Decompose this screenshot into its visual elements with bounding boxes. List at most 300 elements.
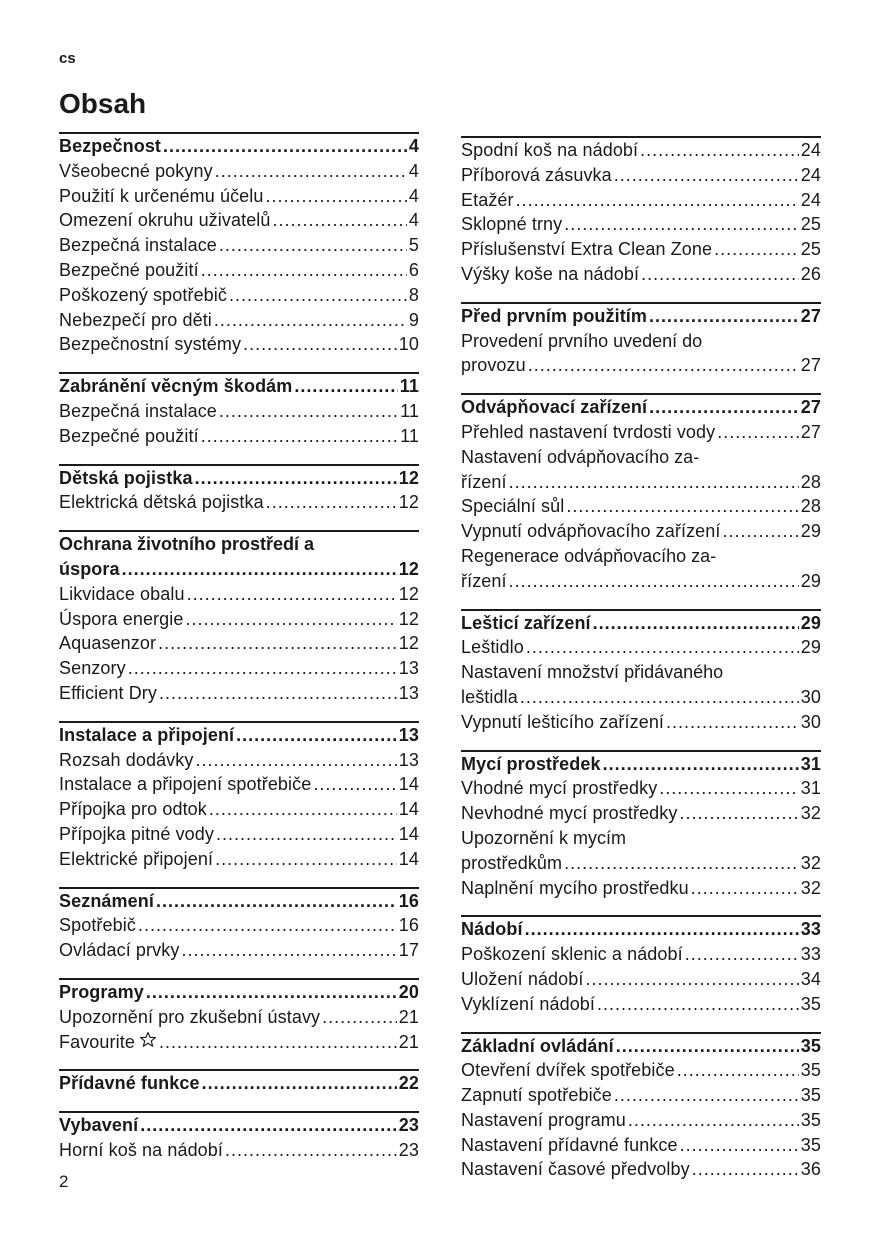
toc-entry-label: leštidla <box>461 686 518 707</box>
toc-section <box>461 136 821 287</box>
leader-dots <box>717 420 799 445</box>
toc-section <box>461 915 821 1016</box>
toc-entry[interactable] <box>59 797 419 822</box>
toc-section <box>59 978 419 1054</box>
toc-entry-label: Etažér <box>461 189 514 210</box>
leader-dots <box>649 304 799 329</box>
toc-section <box>59 132 419 357</box>
toc-entry[interactable] <box>59 208 419 233</box>
toc-page-number: 27 <box>800 421 821 442</box>
toc-entry[interactable] <box>461 992 821 1017</box>
toc-entry[interactable] <box>461 635 821 660</box>
toc-entry-label: Senzory <box>59 658 126 679</box>
toc-heading[interactable] <box>461 395 821 420</box>
toc-page-number: 32 <box>800 877 821 898</box>
toc-entry[interactable] <box>461 710 821 735</box>
toc-entry-label: Úspora energie <box>59 608 184 629</box>
leader-dots <box>597 992 799 1017</box>
toc-page-number: 29 <box>800 570 821 591</box>
toc-entry[interactable] <box>461 685 821 710</box>
leader-dots <box>216 822 397 847</box>
toc-page-number: 28 <box>800 471 821 492</box>
toc-section <box>59 1069 419 1096</box>
toc-page-number: 16 <box>398 890 419 911</box>
leader-dots <box>215 159 407 184</box>
leader-dots <box>209 797 397 822</box>
toc-entry[interactable] <box>59 631 419 656</box>
toc-entry-label: Instalace a připojení spotřebiče <box>59 774 312 795</box>
toc-page-number: 35 <box>800 1085 821 1106</box>
leader-dots <box>685 942 799 967</box>
toc-heading[interactable] <box>59 1113 419 1138</box>
toc-entry[interactable] <box>59 490 419 515</box>
leader-dots <box>215 847 397 872</box>
toc-section <box>59 464 419 516</box>
toc-heading-label: Dětská pojistka <box>59 467 193 488</box>
leader-dots <box>640 138 799 163</box>
leader-dots <box>520 685 799 710</box>
leader-dots <box>691 876 799 901</box>
toc-page-number: 35 <box>800 1134 821 1155</box>
toc-heading-label: Před prvním použitím <box>461 305 648 326</box>
toc-heading[interactable] <box>59 723 419 748</box>
leader-dots <box>666 710 799 735</box>
language-code: cs <box>59 50 76 67</box>
toc-page-number: 21 <box>398 1031 419 1052</box>
toc-page-number: 12 <box>398 608 419 629</box>
toc-entry[interactable] <box>59 1030 419 1055</box>
toc-page-number: 4 <box>408 160 419 181</box>
leader-dots <box>509 569 799 594</box>
toc-entry[interactable] <box>461 420 821 445</box>
leader-dots <box>266 490 397 515</box>
leader-dots <box>509 470 799 495</box>
leader-dots <box>225 1138 397 1163</box>
toc-heading[interactable] <box>59 980 419 1005</box>
toc-heading[interactable] <box>461 1034 821 1059</box>
toc-entry-label: Zapnutí spotřebiče <box>461 1085 612 1106</box>
toc-entry-label: Favourite <box>59 1031 135 1052</box>
toc-entry-line: Provedení prvního uvedení do <box>461 330 703 351</box>
toc-entry-label: Přípojka pro odtok <box>59 799 207 820</box>
toc-entry-label: Příslušenství Extra Clean Zone <box>461 239 713 260</box>
leader-dots <box>714 237 799 262</box>
toc-entry-line: Nastavení odvápňovacího za- <box>461 446 700 467</box>
toc-heading-label: úspora <box>59 558 120 579</box>
toc-entry-label: Nastavení programu <box>461 1109 626 1130</box>
leader-dots <box>158 631 397 656</box>
toc-heading-label: Zabránění věcným škodám <box>59 376 293 397</box>
leader-dots <box>201 424 398 449</box>
toc-entry[interactable] <box>59 681 419 706</box>
toc-page-number: 9 <box>408 309 419 330</box>
toc-entry[interactable] <box>461 212 821 237</box>
toc-entry[interactable] <box>59 258 419 283</box>
toc-page-number: 35 <box>800 1109 821 1130</box>
toc-page-number: 12 <box>398 583 419 604</box>
toc-page-number: 17 <box>398 940 419 961</box>
toc-page-number: 34 <box>800 968 821 989</box>
toc-entry[interactable] <box>59 938 419 963</box>
toc-page-number: 35 <box>800 993 821 1014</box>
toc-page-number: 14 <box>398 823 419 844</box>
toc-page-number: 25 <box>800 214 821 235</box>
toc-entry[interactable] <box>461 519 821 544</box>
leader-dots <box>692 1157 799 1182</box>
toc-page-number: 23 <box>398 1139 419 1160</box>
leader-dots <box>243 332 397 357</box>
toc-entry-label: Poškození sklenic a nádobí <box>461 944 683 965</box>
leader-dots <box>616 1034 799 1059</box>
toc-page-number: 13 <box>398 749 419 770</box>
toc-entry[interactable] <box>59 822 419 847</box>
toc-entry-label: Efficient Dry <box>59 682 157 703</box>
leader-dots <box>181 938 396 963</box>
toc-entry-label: Příborová zásuvka <box>461 164 612 185</box>
toc-entry-label: Bezpečnostní systémy <box>59 334 242 355</box>
toc-entry[interactable] <box>59 308 419 333</box>
toc-page-number: 27 <box>800 397 821 418</box>
toc-entry-label: řízení <box>461 570 507 591</box>
leader-dots <box>187 582 397 607</box>
toc-page-number: 4 <box>408 185 419 206</box>
toc-page-number: 12 <box>398 558 419 579</box>
leader-dots <box>526 635 799 660</box>
toc-heading[interactable] <box>59 134 419 159</box>
toc-entry-line: Regenerace odvápňovacího za- <box>461 545 717 566</box>
leader-dots <box>659 776 798 801</box>
leader-dots <box>185 607 396 632</box>
toc-heading-line: Ochrana životního prostředí a <box>59 534 315 555</box>
toc-heading[interactable] <box>461 917 821 942</box>
toc-entry-label: Bezpečné použití <box>59 425 199 446</box>
toc-page-number: 12 <box>398 633 419 654</box>
toc-entry[interactable] <box>461 1108 821 1133</box>
toc-entry-label: Elektrická dětská pojistka <box>59 492 264 513</box>
leader-dots <box>201 258 407 283</box>
leader-dots <box>266 184 407 209</box>
toc-entry-label: Vhodné mycí prostředky <box>461 778 658 799</box>
toc-entry-label: Ovládací prvky <box>59 940 180 961</box>
toc-page-number: 30 <box>800 686 821 707</box>
toc-entry[interactable] <box>461 188 821 213</box>
toc-page-number: 35 <box>800 1035 821 1056</box>
toc-page-number: 24 <box>800 189 821 210</box>
leader-dots <box>680 1133 799 1158</box>
leader-dots <box>219 233 407 258</box>
toc-heading-label: Přídavné funkce <box>59 1073 200 1094</box>
toc-heading[interactable] <box>59 889 419 914</box>
toc-entry-label: Nevhodné mycí prostředky <box>461 803 678 824</box>
toc-page-number: 22 <box>398 1073 419 1094</box>
leader-dots <box>236 723 397 748</box>
toc-entry-label: Uložení nádobí <box>461 968 584 989</box>
toc-entry[interactable] <box>461 353 821 378</box>
toc-entry-label: Bezpečná instalace <box>59 400 217 421</box>
toc-entry[interactable] <box>59 772 419 797</box>
leader-dots <box>202 1071 397 1096</box>
toc-right-column <box>461 136 821 1197</box>
toc-entry-label: Likvidace obalu <box>59 583 185 604</box>
toc-entry[interactable] <box>461 569 821 594</box>
toc-entry-label: Otevření dvířek spotřebiče <box>461 1060 675 1081</box>
toc-heading[interactable] <box>59 374 419 399</box>
toc-page-number: 13 <box>398 724 419 745</box>
leader-dots <box>122 557 397 582</box>
toc-entry[interactable] <box>59 582 419 607</box>
toc-entry[interactable] <box>461 470 821 495</box>
leader-dots <box>723 519 799 544</box>
toc-entry-label: Poškozený spotřebič <box>59 284 227 305</box>
toc-entry[interactable] <box>461 1058 821 1083</box>
toc-section <box>59 372 419 448</box>
toc-entry-label: Leštidlo <box>461 637 524 658</box>
toc-page-number: 12 <box>398 467 419 488</box>
page-number: 2 <box>59 1172 69 1191</box>
toc-entry-label: Speciální sůl <box>461 496 565 517</box>
leader-dots <box>313 772 396 797</box>
toc-entry[interactable] <box>461 1083 821 1108</box>
leader-dots <box>159 1030 397 1055</box>
toc-page-number: 30 <box>800 711 821 732</box>
toc-entry[interactable] <box>461 494 821 519</box>
toc-page-number: 33 <box>800 919 821 940</box>
toc-entry[interactable] <box>59 159 419 184</box>
toc-page-number: 12 <box>398 492 419 513</box>
leader-dots <box>614 163 799 188</box>
toc-heading-label: Bezpečnost <box>59 136 162 156</box>
toc-entry[interactable] <box>461 801 821 826</box>
toc-section <box>59 530 419 706</box>
toc-entry-line: Upozornění k mycím <box>461 827 627 848</box>
leader-dots <box>649 395 799 420</box>
leader-dots <box>128 656 397 681</box>
toc-entry-line: Nastavení množství přidávaného <box>461 662 724 683</box>
leader-dots <box>641 262 799 287</box>
toc-entry-label: Rozsah dodávky <box>59 749 194 770</box>
toc-entry[interactable] <box>59 283 419 308</box>
toc-heading[interactable] <box>461 752 821 777</box>
toc-page-number: 11 <box>400 400 419 421</box>
toc-entry-label: Nebezpečí pro děti <box>59 309 212 330</box>
toc-section <box>461 393 821 593</box>
toc-entry-label: Spotřebič <box>59 915 136 936</box>
toc-page-number: 23 <box>398 1115 419 1136</box>
toc-entry[interactable] <box>461 876 821 901</box>
toc-section <box>461 609 821 735</box>
toc-page-number: 32 <box>800 803 821 824</box>
leader-dots <box>214 308 407 333</box>
toc-heading-label: Nádobí <box>461 919 523 940</box>
toc-page-number: 13 <box>398 658 419 679</box>
toc-entry[interactable] <box>59 913 419 938</box>
toc-page-number: 32 <box>800 852 821 873</box>
toc-entry-label: Použití k určenému účelu <box>59 185 264 206</box>
toc-page-number: 13 <box>398 682 419 703</box>
toc-entry[interactable] <box>59 233 419 258</box>
toc-entry[interactable] <box>59 399 419 424</box>
toc-entry[interactable] <box>59 332 419 357</box>
leader-dots <box>614 1083 799 1108</box>
leader-dots <box>294 374 397 399</box>
toc-heading[interactable] <box>59 466 419 491</box>
leader-dots <box>159 681 397 706</box>
toc-page-number: 24 <box>800 140 821 160</box>
toc-page-number: 35 <box>800 1060 821 1081</box>
toc-entry-label: Elektrické připojení <box>59 848 214 869</box>
toc-entry-label: Výšky koše na nádobí <box>461 263 640 284</box>
toc-page-number: 27 <box>800 305 821 326</box>
toc-entry-label: Přehled nastavení tvrdosti vody <box>461 421 716 442</box>
toc-entry-label: Naplnění mycího prostředku <box>461 877 689 898</box>
toc-section <box>461 1032 821 1183</box>
toc-page-number: 4 <box>408 136 419 156</box>
toc-page-number: 10 <box>398 334 419 355</box>
toc-page-number: 11 <box>399 376 419 397</box>
leader-dots <box>677 1058 799 1083</box>
toc-section <box>59 887 419 963</box>
toc-heading[interactable] <box>59 557 419 582</box>
toc-section <box>461 750 821 901</box>
leader-dots <box>138 913 397 938</box>
leader-dots <box>140 1113 397 1138</box>
toc-page-number: 29 <box>800 521 821 542</box>
toc-page-number: 14 <box>398 774 419 795</box>
leader-dots <box>219 399 398 424</box>
toc-entry[interactable] <box>461 851 821 876</box>
toc-heading-label: Seznámení <box>59 890 154 911</box>
toc-entry-label: řízení <box>461 471 507 492</box>
toc-heading[interactable] <box>59 1071 419 1096</box>
toc-entry[interactable] <box>461 262 821 287</box>
toc-heading-label: Instalace a připojení <box>59 724 235 745</box>
toc-section <box>59 721 419 872</box>
toc-entry-label: Spodní koš na nádobí <box>461 140 639 160</box>
toc-entry[interactable] <box>59 748 419 773</box>
toc-entry-label: Vyklízení nádobí <box>461 993 596 1014</box>
toc-left-column <box>59 132 419 1178</box>
toc-page-number: 25 <box>800 239 821 260</box>
toc-entry-label: Sklopné trny <box>461 214 563 235</box>
toc-entry-label: Vypnutí lešticího zařízení <box>461 711 665 732</box>
leader-dots <box>528 353 799 378</box>
toc-page-number: 31 <box>800 778 821 799</box>
toc-page-number: 14 <box>398 848 419 869</box>
leader-dots <box>566 494 798 519</box>
toc-page-number: 11 <box>400 425 419 446</box>
toc-entry[interactable] <box>461 776 821 801</box>
toc-page-number: 26 <box>800 263 821 284</box>
toc-page-number: 33 <box>800 944 821 965</box>
leader-dots <box>195 748 396 773</box>
toc-entry[interactable] <box>59 424 419 449</box>
leader-dots <box>322 1005 397 1030</box>
leader-dots <box>564 212 799 237</box>
toc-entry-label: Všeobecné pokyny <box>59 160 213 181</box>
toc-entry-label: Bezpečné použití <box>59 259 199 280</box>
toc-page-number: 16 <box>398 915 419 936</box>
toc-heading[interactable] <box>461 611 821 636</box>
toc-page-number: 24 <box>800 164 821 185</box>
leader-dots <box>586 967 799 992</box>
toc-page-number: 28 <box>800 496 821 517</box>
toc-heading-label: Základní ovládání <box>461 1035 614 1056</box>
toc-entry[interactable] <box>461 1157 821 1182</box>
toc-entry[interactable] <box>461 163 821 188</box>
leader-dots <box>516 188 799 213</box>
leader-dots <box>564 851 799 876</box>
leader-dots <box>628 1108 799 1133</box>
toc-heading[interactable] <box>461 304 821 329</box>
toc-page-number: 20 <box>398 981 419 1002</box>
toc-entry[interactable] <box>59 1005 419 1030</box>
toc-entry[interactable] <box>59 1138 419 1163</box>
toc-entry[interactable] <box>461 967 821 992</box>
toc-entry-label: Nastavení časové předvolby <box>461 1159 690 1180</box>
leader-dots <box>195 466 397 491</box>
leader-dots <box>680 801 799 826</box>
toc-page-number: 6 <box>408 259 419 280</box>
toc-heading-label: Mycí prostředek <box>461 753 601 774</box>
toc-entry-label: Bezpečná instalace <box>59 235 217 256</box>
toc-page-number: 29 <box>800 612 821 633</box>
toc-page-number: 8 <box>408 284 419 305</box>
leader-dots <box>603 752 799 777</box>
leader-dots <box>525 917 799 942</box>
toc-entry[interactable] <box>59 184 419 209</box>
leader-dots <box>156 889 397 914</box>
toc-page-number: 36 <box>800 1159 821 1180</box>
toc-entry[interactable] <box>461 1133 821 1158</box>
toc-entry[interactable] <box>59 847 419 872</box>
leader-dots <box>146 980 397 1005</box>
toc-entry[interactable] <box>461 237 821 262</box>
toc-entry-label: Přípojka pitné vody <box>59 823 214 844</box>
toc-page-number: 21 <box>398 1006 419 1027</box>
toc-entry-label: Aquasenzor <box>59 633 157 654</box>
toc-entry[interactable] <box>461 138 821 163</box>
toc-entry-label: Omezení okruhu uživatelů <box>59 210 271 231</box>
toc-entry-label: Nastavení přídavné funkce <box>461 1134 678 1155</box>
toc-entry-label: Upozornění pro zkušební ústavy <box>59 1006 321 1027</box>
toc-page-number: 4 <box>408 210 419 231</box>
toc-heading-label: Lešticí zařízení <box>461 612 591 633</box>
toc-page-number: 31 <box>800 753 821 774</box>
toc-section <box>59 1111 419 1163</box>
toc-page-number: 27 <box>800 355 821 376</box>
star-outline-icon <box>139 1031 157 1048</box>
toc-entry[interactable] <box>59 607 419 632</box>
toc-heading-label: Vybavení <box>59 1115 139 1136</box>
toc-page-number: 29 <box>800 637 821 658</box>
toc-entry-label: prostředkům <box>461 852 563 873</box>
leader-dots <box>273 208 407 233</box>
leader-dots <box>163 134 407 159</box>
toc-page-number: 14 <box>398 799 419 820</box>
toc-page-number: 5 <box>408 235 419 256</box>
toc-section <box>461 302 821 378</box>
toc-entry-label: provozu <box>461 355 526 376</box>
toc-entry-label: Vypnutí odvápňovacího zařízení <box>461 521 721 542</box>
toc-heading-label: Odvápňovací zařízení <box>461 397 648 418</box>
toc-entry[interactable] <box>461 942 821 967</box>
page-title: Obsah <box>59 88 147 119</box>
toc-heading-label: Programy <box>59 981 144 1002</box>
toc-entry[interactable] <box>59 656 419 681</box>
leader-dots <box>593 611 799 636</box>
toc-entry-label: Horní koš na nádobí <box>59 1139 224 1160</box>
leader-dots <box>229 283 407 308</box>
